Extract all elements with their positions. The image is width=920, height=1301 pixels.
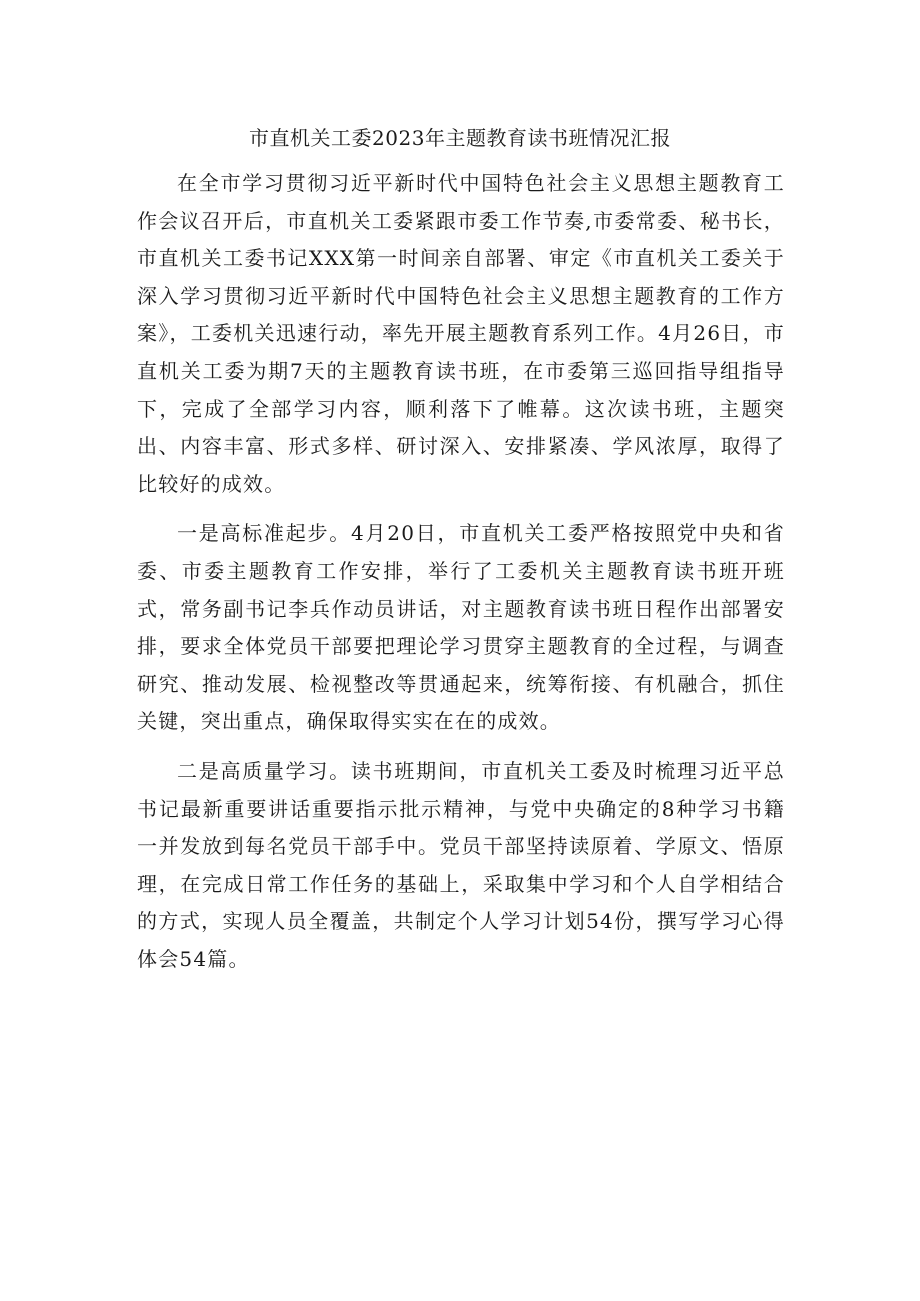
document-body	[137, 165, 785, 990]
paragraph-high-standard-start: 一是高标准起步。4月20日，市直机关工委严格按照党中央和省委、市委主题教育工作安排，举行了工委机关主题教育读书班开班式，常务副书记李兵作动员讲话，对主题教育读书班日程作出部署安排，要求全体党员干部要把理论学习贯穿主题教育的全过程，与调查研究、推动发展、检视整改等贯通起来，统筹衔接、有机融合，抓住关键，突出重点，确保取得实实在在的成效。	[137, 521, 785, 734]
paragraph-high-quality-study: 二是高质量学习。读书班期间，市直机关工委及时梳理习近平总书记最新重要讲话重要指示批示精神，与党中央确定的8种学习书籍一并发放到每名党员干部手中。党员干部坚持读原着、学原文、悟原理，在完成日常工作任务的基础上，采取集中学习和个人自学相结合的方式，实现人员全覆盖，共制定个人学习计划54份，撰写学习心得体会54篇。	[137, 758, 785, 971]
document-title: 市直机关工委2023年主题教育读书班情况汇报	[249, 126, 671, 150]
paragraph-intro: 在全市学习贯彻习近平新时代中国特色社会主义思想主题教育工作会议召开后，市直机关工委紧跟市委工作节奏,市委常委、秘书长，市直机关工委书记XXX第一时间亲自部署、审定《市直机关工委关于深入学习贯彻习近平新时代中国特色社会主义思想主题教育的工作方案》，工委机关迅速行动，率先开展主题教育系列工作。4月26日，市直机关工委为期7天的主题教育读书班，在市委第三巡回指导组指导下，完成了全部学习内容，顺利落下了帷幕。这次读书班，主题突出、内容丰富、形式多样、研讨深入、安排紧凑、学风浓厚，取得了比较好的成效。	[137, 171, 785, 496]
